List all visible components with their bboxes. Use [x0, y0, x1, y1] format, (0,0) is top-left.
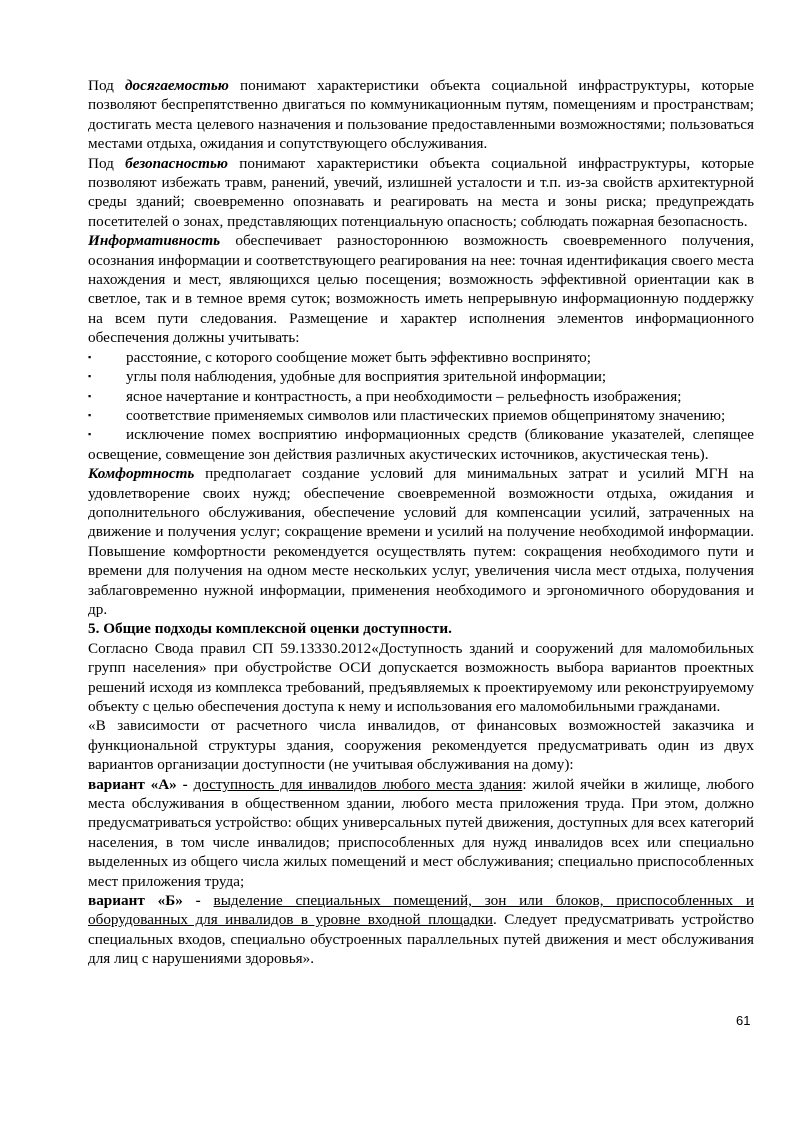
paragraph-lead: Под — [88, 154, 126, 172]
list-item — [88, 387, 754, 406]
bullet-icon: ▪ — [88, 390, 92, 401]
paragraph-text: понимают характеристики объекта социальной инфраструктуры, которые позволяют беспрепятственно двигаться по коммуникационным путям, помещениям и пространствам; достигать места целевого назначения и пользование предоставленными возможностями; пользоваться местами отдыха, ожидания и сопутствующего обслуживания. — [88, 77, 755, 153]
variant-a-underlined: доступность для инвалидов любого места здания — [193, 775, 523, 793]
list-item — [88, 367, 754, 386]
paragraph-text: предполагает создание условий для минимальных затрат и усилий МГН на удовлетворение своих нужд; обеспечение своевременной возможности отдыха, ожидания и дополнительного обслуживания, обеспечение условий для компенсации усилий, затраченных на движение и получения услуг; сокращение времени и усилий на получение необходимой информации. Повышение комфортности рекомендуется осуществлять путем: сокращения необходимого пути и времени для получения на одном месте нескольких услуг, увеличения числа мест отдыха, получения заблаговременно нужной информации, применения необходимого и эргономичного оборудования и др. — [88, 465, 754, 618]
section-heading: 5. Общие подходы комплексной оценки доступности. — [88, 620, 452, 638]
term-safety: безопасностью — [125, 154, 228, 172]
list-item-text: расстояние, с которого сообщение может быть эффективно воспринято; — [126, 348, 591, 366]
paragraph-text: понимают характеристики объекта социальной инфраструктуры, которые позволяют избежать травм, ранений, увечий, излишней усталости и т.п. из-за свойств архитектурной среды зданий; своевременно опознавать и реагировать на места и зоны риска; предупреждать посетителей о зонах, представляющих потенциальную опасность; соблюдать пожарная безопасность. — [88, 154, 754, 230]
paragraph-informativeness — [88, 231, 754, 347]
list-item-text: углы поля наблюдения, удобные для восприятия зрительной информации; — [126, 368, 607, 386]
list-item-text: исключение помех восприятию информационных средств (бликование указателей, слепящее освещение, совмещение зон действия различных акустических источников, акустическая тень). — [88, 426, 754, 463]
term-reachability: досягаемостью — [125, 77, 229, 94]
paragraph-variant-b — [88, 891, 754, 969]
variant-a-label: вариант «А» - — [88, 775, 194, 793]
term-informativeness: Информативность — [88, 232, 221, 250]
term-comfort: Комфортность — [88, 465, 195, 483]
paragraph-reachability — [88, 76, 754, 154]
bullet-icon: ▪ — [88, 371, 92, 382]
page-body — [88, 76, 754, 969]
list-item-text: ясное начертание и контрастность, а при необходимости – рельефность изображения; — [126, 387, 682, 405]
paragraph-text: обеспечивает разностороннюю возможность своевременного получения, осознания информации и соответствующего реагирования на нее: точная идентификация своего места нахождения и мест, являющихся целью посещения; возможность эффективной ориентации как в светлое, так и в темное время суток; возможность иметь непрерывную информационную поддержку на всем пути следования. Размещение и характер исполнения элементов информационного обеспечения должны учитывать: — [88, 232, 754, 347]
paragraph-lead: Под — [88, 77, 126, 94]
variant-b-label: вариант «Б» - — [88, 892, 214, 910]
paragraph-variants-intro: «В зависимости от расчетного числа инвалидов, от финансовых возможностей заказчика и функциональной структуры здания, сооружения рекомендуется предусматривать один из двух вариантов организации доступности (не учитывая обслуживания на дому): — [88, 717, 754, 774]
list-item — [88, 406, 754, 425]
list-item — [88, 425, 754, 464]
bullet-icon: ▪ — [88, 429, 92, 440]
list-item-text: соответствие применяемых символов или пластических приемов общепринятому значению; — [126, 406, 726, 424]
paragraph-safety — [88, 154, 754, 232]
paragraph-variant-a — [88, 775, 754, 891]
paragraph-text: . Следует предусматривать устройство специальных входов, специально обустроенных параллельных путей движения и мест обслуживания для лиц с нарушениями здоровья». — [88, 911, 754, 968]
variant-b-underlined: выделение специальных помещений, зон или блоков, приспособленных и оборудованных для инвалидов в уровне входной площадки — [88, 892, 754, 929]
page-number: 61 — [736, 1013, 751, 1028]
paragraph-comfort — [88, 464, 754, 619]
paragraph-sp-reference: Согласно Свода правил СП 59.13330.2012«Доступность зданий и сооружений для маломобильных групп населения» при обустройстве ОСИ допускается возможность выбора вариантов проектных решений исходя из комплекса требований, предъявляемых к проектируемому или реконструируемому объекту с целью обеспечения доступа к нему и использования его маломобильными гражданами. — [88, 639, 754, 715]
list-item — [88, 348, 754, 367]
paragraph-text: : жилой ячейки в жилище, любого места обслуживания в общественном здании, любого места приложения труда. При этом, должно предусматриваться устройство: общих универсальных путей движения, доступных для всех категорий населения, в том числе инвалидов; приспособленных для нужд инвалидов всех или специально выделенных из общего числа жилых помещений и мест обслуживания; специально приспособленных мест приложения труда; — [88, 775, 755, 890]
bullet-icon: ▪ — [88, 409, 92, 420]
bullet-icon: ▪ — [88, 351, 92, 362]
